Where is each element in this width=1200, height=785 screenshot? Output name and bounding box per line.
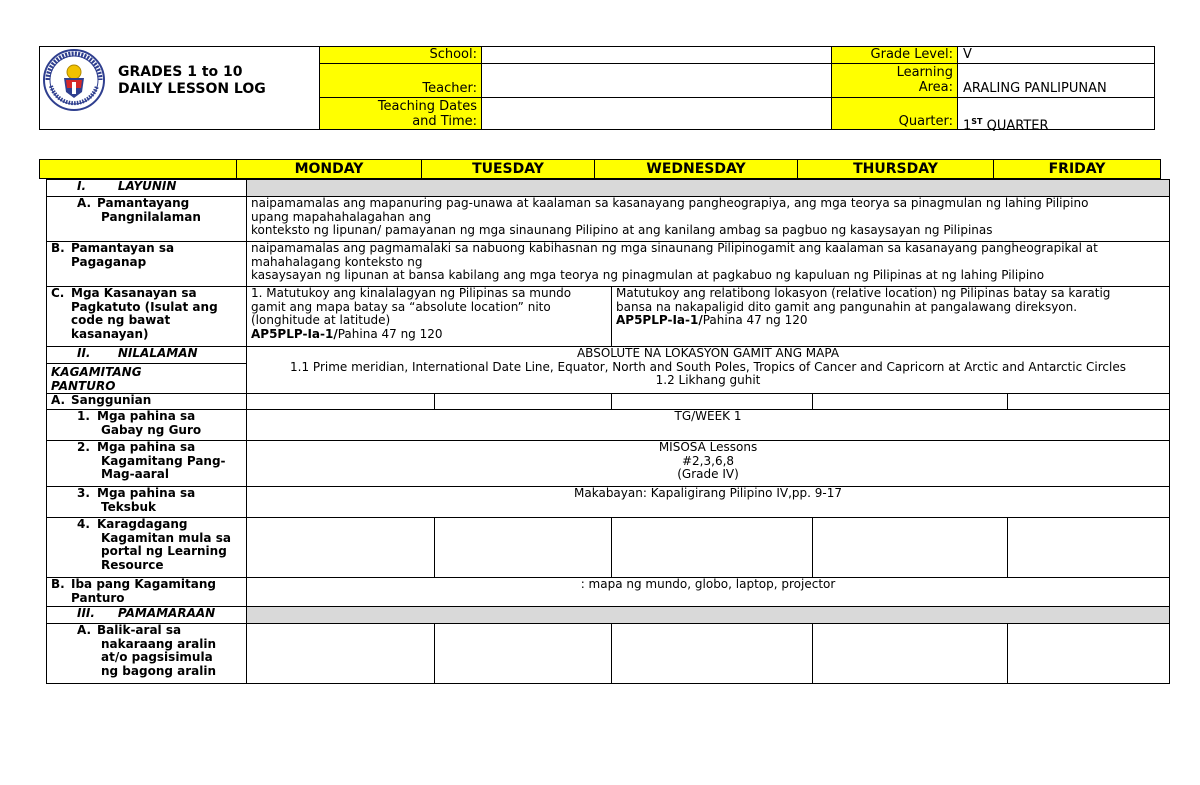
sanggunian-tuesday[interactable] <box>435 394 612 410</box>
balik-aral-wednesday[interactable] <box>612 624 813 684</box>
karagdagang-monday[interactable] <box>247 518 435 578</box>
label-kagamitang-pang-mag-aaral: 2. Mga pahina sa Kagamitang Pang- Mag-aaral <box>47 441 247 487</box>
balik-aral-tuesday[interactable] <box>435 624 612 684</box>
content-teksbuk: Makabayan: Kapaligirang Pilipino IV,pp. 9-17 <box>247 487 1170 518</box>
row-teksbuk <box>47 487 1170 518</box>
karagdagang-friday[interactable] <box>1008 518 1170 578</box>
document-title <box>118 64 266 98</box>
row-pamantayan-sa-pagaganap <box>47 242 1170 287</box>
row-layunin <box>47 180 1170 197</box>
balik-aral-monday[interactable] <box>247 624 435 684</box>
layunin-shaded-cell <box>247 180 1170 197</box>
row-karagdagang-kagamitan <box>47 518 1170 578</box>
teacher-field[interactable] <box>481 63 832 98</box>
row-pamantayang-pangnilalaman <box>47 197 1170 242</box>
row-kagamitang-pang-mag-aaral <box>47 441 1170 487</box>
section-nilalaman: II. NILALAMAN <box>47 347 247 364</box>
school-label: School: <box>319 46 482 64</box>
content-pamantayang-pangnilalaman: naipamamalas ang mapanuring pag-unawa at kaalaman sa kasanayang pangheograpiya, ang mga teorya sa pinagmulan ng lahing Pilipino upang mapahahalagahan ang konteksto ng lipunan/ pamayanan ng mga sinaunang Pilipino at ang kanilang ambag sa pagbuo ng kasaysayan ng Pilipinas <box>247 197 1170 242</box>
sanggunian-thursday[interactable] <box>813 394 1008 410</box>
content-gabay-ng-guro: TG/WEEK 1 <box>247 410 1170 441</box>
label-teksbuk: 3. Mga pahina sa Teksbuk <box>47 487 247 518</box>
day-monday: MONDAY <box>236 159 422 179</box>
label-balik-aral: A. Balik-aral sa nakaraang aralin at/o pagsisimula ng bagong aralin <box>47 624 247 684</box>
grade-level-label: Grade Level: <box>831 46 958 64</box>
label-sanggunian: A. Sanggunian <box>47 394 247 410</box>
row-iba-pang-kagamitang <box>47 578 1170 607</box>
sanggunian-friday[interactable] <box>1008 394 1170 410</box>
day-thursday: THURSDAY <box>797 159 994 179</box>
quarter-field[interactable]: 1ST QUARTER <box>957 97 1155 130</box>
balik-aral-friday[interactable] <box>1008 624 1170 684</box>
kasanayan-monday-tuesday: 1. Matutukoy ang kinalalagyan ng Pilipinas sa mundo gamit ang mapa batay sa “absolute location” nito (longhitude at latitude) AP5PLP-Ia-1/Pahina 47 ng 120 <box>247 287 612 347</box>
row-balik-aral <box>47 624 1170 684</box>
content-kagamitang-pang-mag-aaral: MISOSA Lessons #2,3,6,8 (Grade IV) <box>247 441 1170 487</box>
balik-aral-thursday[interactable] <box>813 624 1008 684</box>
row-nilalaman <box>47 347 1170 364</box>
karagdagang-thursday[interactable] <box>813 518 1008 578</box>
row-sanggunian <box>47 394 1170 410</box>
learning-area-field[interactable]: ARALING PANLIPUNAN <box>957 63 1155 98</box>
learning-area-label: Learning Area: <box>831 63 958 98</box>
sanggunian-monday[interactable] <box>247 394 435 410</box>
teacher-label: Teacher: <box>319 63 482 98</box>
row-gabay-ng-guro <box>47 410 1170 441</box>
grade-level-field[interactable]: V <box>957 46 1155 64</box>
content-pamantayan-sa-pagaganap: naipamamalas ang pagmamalaki sa nabuong kabihasnan ng mga sinaunang Pilipinogamit ang kaalaman sa kasanayang pangheograpikal at mahahalagang konteksto ng kasaysayan ng lipunan at bansa kabilang ang mga teorya ng pinagmulan at pagkabuo ng kapuluan ng Pilipinas at ng lahing Pilipino <box>247 242 1170 287</box>
label-gabay-ng-guro: 1. Mga pahina sa Gabay ng Guro <box>47 410 247 441</box>
karagdagang-tuesday[interactable] <box>435 518 612 578</box>
day-wednesday: WEDNESDAY <box>594 159 798 179</box>
section-layunin: I. LAYUNIN <box>47 180 247 197</box>
content-nilalaman: ABSOLUTE NA LOKASYON GAMIT ANG MAPA 1.1 Prime meridian, International Date Line, Equator, North and South Poles, Tropics of Cancer and Capricorn at Arctic and Antarctic Circles 1.2 Likhang guhit <box>247 347 1170 394</box>
school-field[interactable] <box>481 46 832 64</box>
label-pamantayan-sa-pagaganap: B. Pamantayan sa Pagaganap <box>47 242 247 287</box>
label-mga-kasanayan: C. Mga Kasanayan sa Pagkatuto (Isulat ang code ng bawat kasanayan) <box>47 287 247 347</box>
sanggunian-wednesday[interactable] <box>612 394 813 410</box>
day-bar-blank <box>39 159 237 179</box>
kasanayan-wednesday-friday: Matutukoy ang relatibong lokasyon (relative location) ng Pilipinas batay sa karatig bansa na nakapaligid dito gamit ang pangunahin at pangalawang direksyon. AP5PLP-Ia-1/Pahina 47 ng 120 <box>612 287 1170 347</box>
lesson-log-table <box>46 179 1170 684</box>
day-tuesday: TUESDAY <box>421 159 595 179</box>
content-iba-pang-kagamitang: : mapa ng mundo, globo, laptop, projector <box>247 578 1170 607</box>
section-kagamitang-panturo: KAGAMITANG PANTURO <box>47 364 247 394</box>
title-line-1: GRADES 1 to 10 <box>118 64 243 80</box>
section-pamamaraan: III. PAMAMARAAN <box>47 607 247 624</box>
quarter-label: Quarter: <box>831 97 958 130</box>
deped-seal-logo <box>42 48 106 112</box>
label-pamantayang-pangnilalaman: A. Pamantayang Pangnilalaman <box>47 197 247 242</box>
karagdagang-wednesday[interactable] <box>612 518 813 578</box>
pamamaraan-shaded-cell <box>247 607 1170 624</box>
teaching-dates-label: Teaching Dates and Time: <box>319 97 482 130</box>
title-line-2: DAILY LESSON LOG <box>118 81 266 97</box>
label-iba-pang-kagamitang: B. Iba pang Kagamitang Panturo <box>47 578 247 607</box>
row-pamamaraan <box>47 607 1170 624</box>
row-mga-kasanayan <box>47 287 1170 347</box>
teaching-dates-field[interactable] <box>481 97 832 130</box>
day-friday: FRIDAY <box>993 159 1161 179</box>
label-karagdagang-kagamitan: 4. Karagdagang Kagamitan mula sa portal ng Learning Resource <box>47 518 247 578</box>
